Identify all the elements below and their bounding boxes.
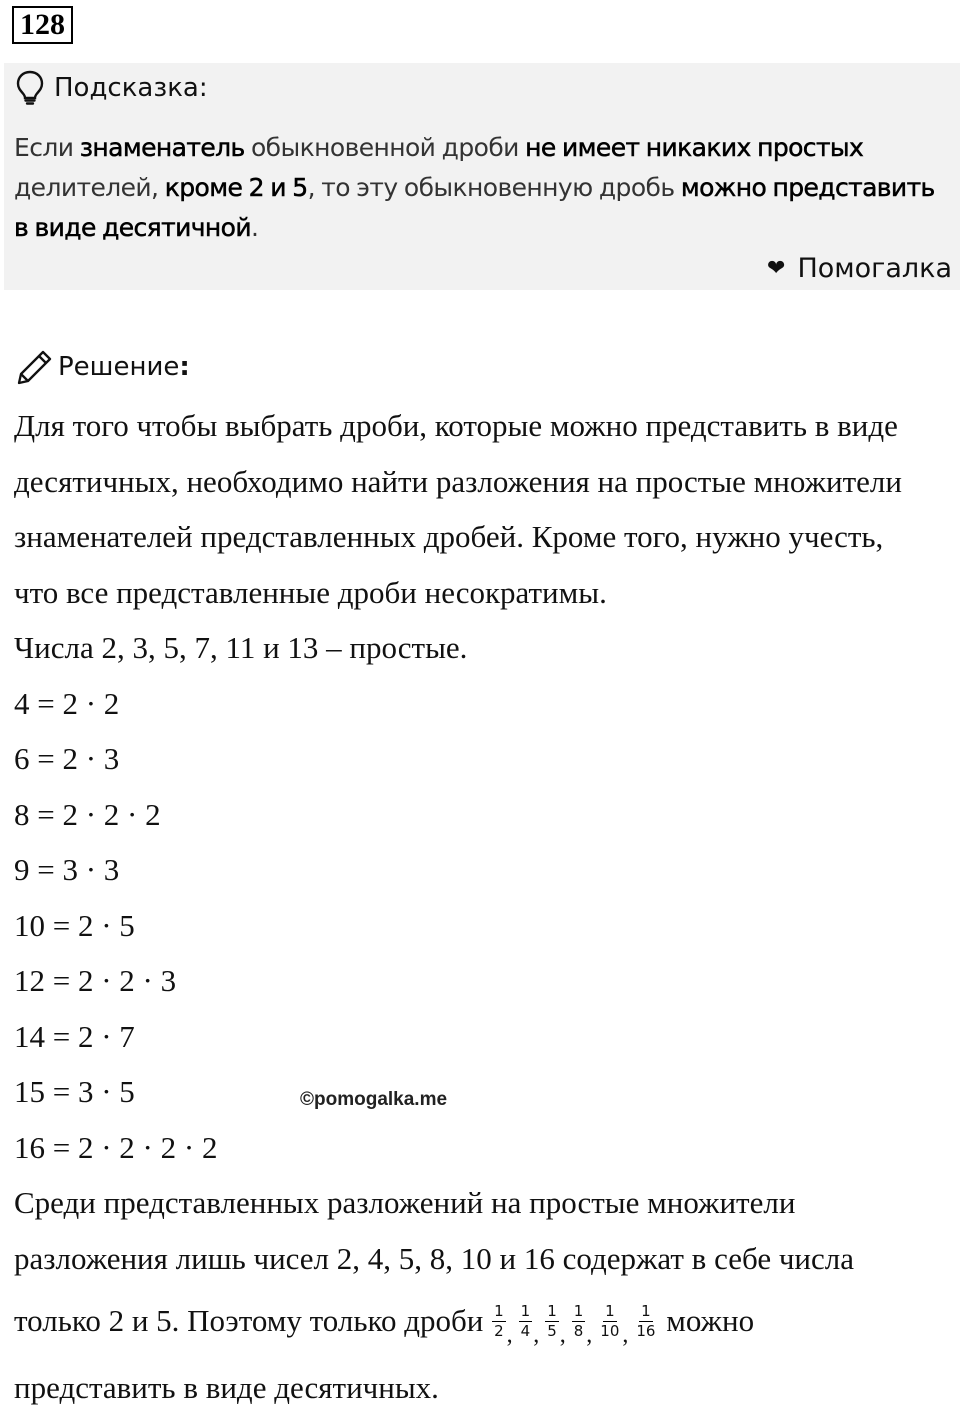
fraction [572, 1302, 586, 1341]
fraction-numerator: 1 [520, 1301, 531, 1320]
fraction [519, 1302, 533, 1341]
hint-segment: обыкновенной дроби [244, 133, 526, 162]
brand-signature [767, 248, 952, 288]
solution-line: 10 = 2 · 5 [14, 907, 135, 943]
fraction-denominator: 2 [494, 1321, 504, 1340]
hint-title-text: Подсказка: [54, 73, 208, 103]
solution-line: знаменателей представленных дробей. Кроме того, нужно учесть, [14, 519, 884, 554]
hint-bold-segment: кроме 2 и 5 [164, 173, 308, 202]
hint-bold-segment: знаменатель [79, 133, 245, 162]
lightbulb-icon [16, 70, 44, 106]
hint-segment: . [251, 213, 259, 242]
hint-segment: , то эту обыкновенную дробь [307, 173, 681, 202]
fraction-numerator: 1 [641, 1301, 651, 1320]
solution-line: 12 = 2 · 2 · 3 [14, 963, 177, 998]
fraction-separator: , [586, 1321, 593, 1348]
fraction-separator: , [506, 1321, 513, 1348]
solution-line: Числа 2, 3, 5, 7, 11 и 13 – простые. [14, 630, 468, 665]
hint-text [14, 128, 949, 248]
hint-bold-segment: не имеет никаких простых [525, 133, 864, 162]
fraction-separator: , [559, 1321, 566, 1348]
solution-line: десятичных, необходимо найти разложения на простые множители [14, 463, 902, 499]
heart-icon: ❤ [767, 255, 786, 281]
watermark: ©pomogalka.me [300, 1089, 448, 1110]
fractions-list [491, 1301, 658, 1348]
brand-name: Помогалка [797, 252, 952, 284]
hint-segment: делителей, [14, 173, 165, 202]
solution-fractions-line [14, 1290, 754, 1352]
fraction-denominator: 5 [547, 1321, 557, 1340]
hint-bold-segment: можно представить в виде десятичной [14, 173, 935, 242]
fraction-numerator: 1 [547, 1301, 557, 1320]
solution-line: 4 = 2 · 2 [14, 685, 120, 721]
fraction-numerator: 1 [494, 1301, 504, 1320]
fraction [492, 1302, 506, 1341]
task-number: 128 [12, 6, 73, 44]
solution-line: разложения лишь чисел 2, 4, 5, 8, 10 и 16 содержат в себе числа [14, 1240, 855, 1276]
fraction-numerator: 1 [605, 1301, 615, 1320]
solution-line: Среди представленных разложений на простые множители [14, 1185, 796, 1220]
solution-line: 16 = 2 · 2 · 2 · 2 [14, 1129, 218, 1165]
solution-line: 9 = 3 · 3 [14, 852, 120, 887]
solution-line: 6 = 2 · 3 [14, 741, 120, 776]
fraction-denominator: 10 [600, 1321, 620, 1340]
solution-title-colon: : [179, 352, 190, 382]
hint-title [16, 68, 208, 108]
hint-segment: Если [14, 133, 80, 162]
solution-line: 14 = 2 · 7 [14, 1018, 135, 1054]
fraction [634, 1302, 657, 1341]
solution-line: что все представленные дроби несократимы. [14, 574, 607, 610]
fraction [598, 1302, 621, 1341]
solution-body [14, 398, 954, 1286]
fraction-denominator: 4 [520, 1321, 531, 1340]
solution-title [16, 346, 190, 388]
final-suffix: можно [658, 1303, 755, 1338]
fraction [545, 1302, 559, 1341]
solution-last-line: представить в виде десятичных. [14, 1370, 439, 1405]
solution-line: 15 = 3 · 5 [14, 1074, 135, 1109]
fraction-separator: , [622, 1321, 629, 1348]
fraction-numerator: 1 [573, 1301, 584, 1320]
fraction-separator: , [533, 1321, 540, 1348]
fraction-denominator: 16 [636, 1321, 656, 1340]
fraction-denominator: 8 [573, 1321, 584, 1340]
pencil-icon [16, 348, 54, 386]
solution-title-text: Решение [58, 352, 180, 382]
solution-line: Для того чтобы выбрать дроби, которые можно представить в виде [14, 408, 898, 443]
final-prefix: только 2 и 5. Поэтому только дроби [14, 1303, 492, 1338]
solution-line: 8 = 2 · 2 · 2 [14, 796, 161, 832]
